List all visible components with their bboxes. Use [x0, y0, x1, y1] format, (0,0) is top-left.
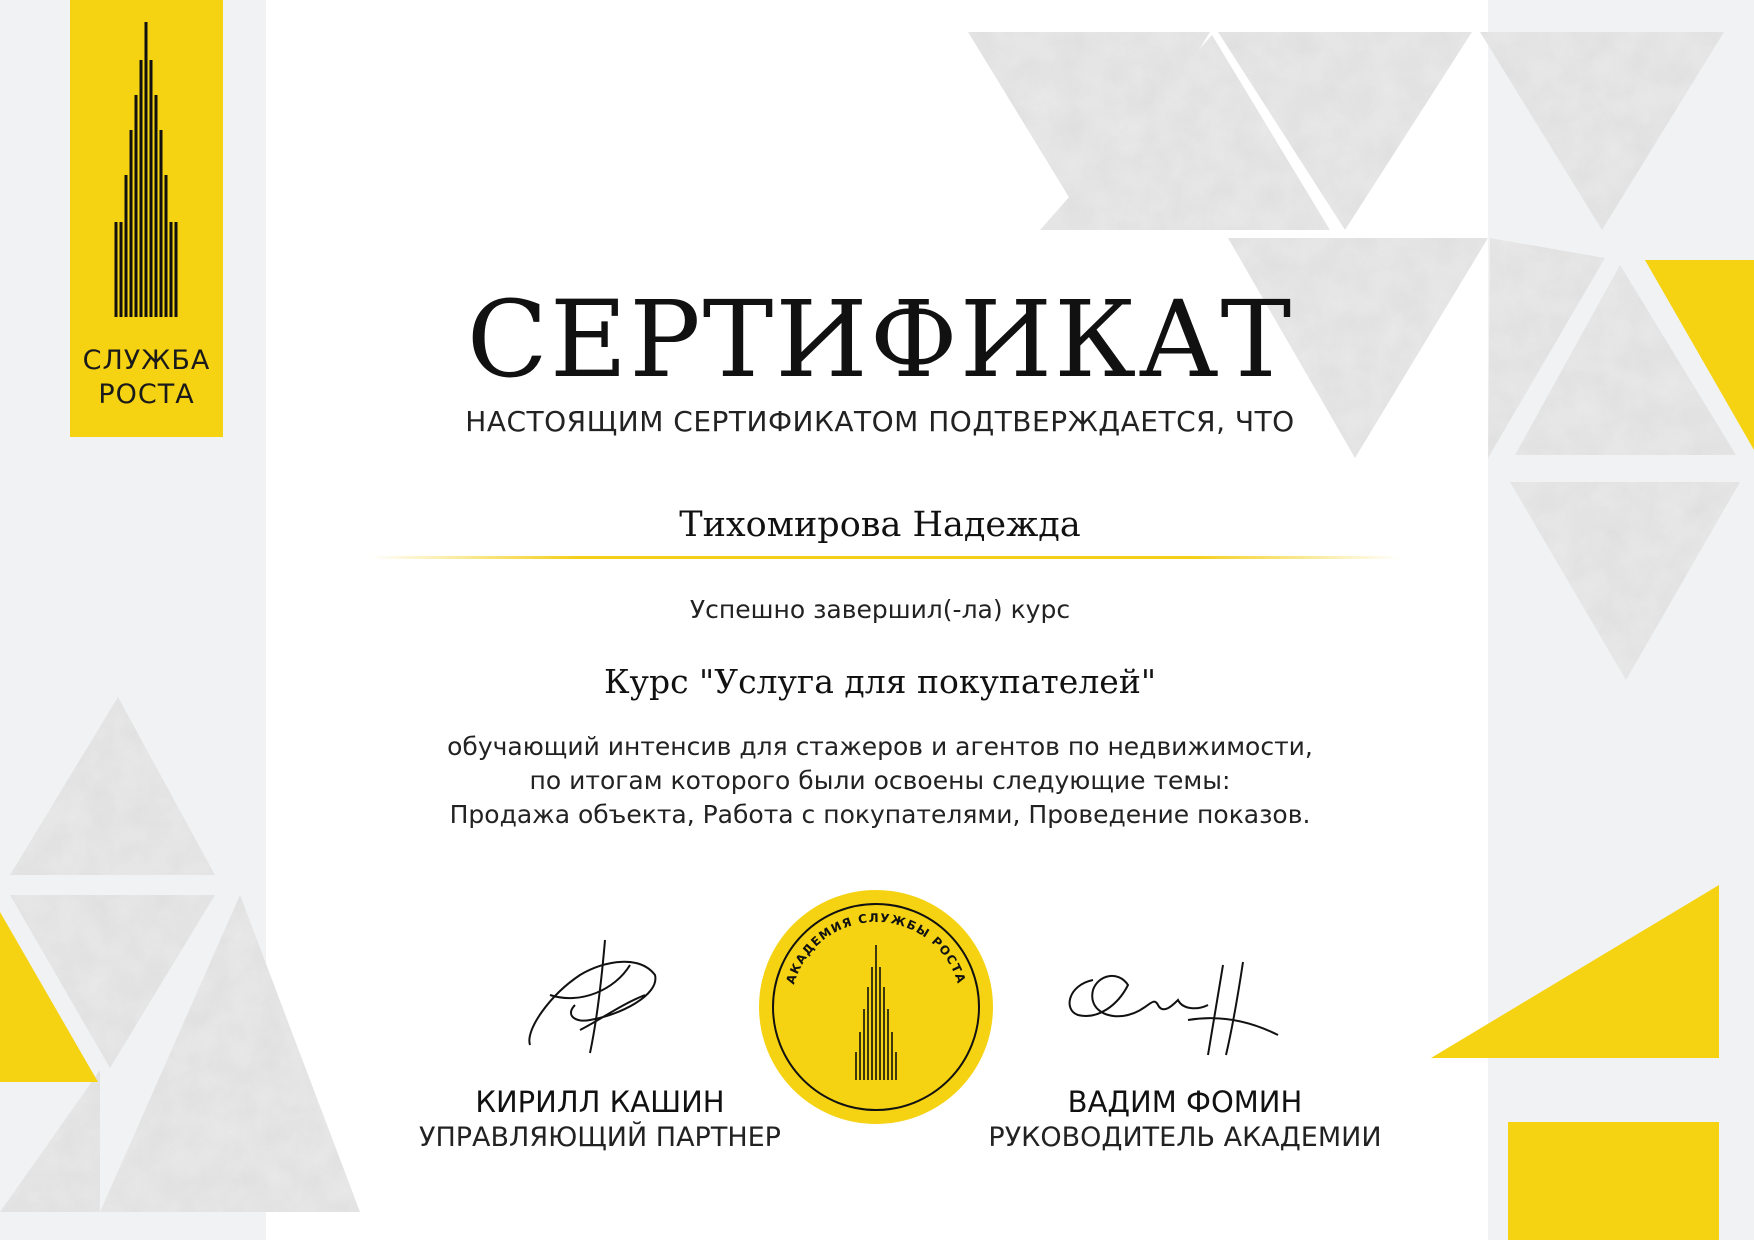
seal-text: АКАДЕМИЯ СЛУЖБЫ РОСТА	[783, 910, 969, 986]
concrete-triangle	[0, 1070, 100, 1212]
certificate-title: СЕРТИФИКАТ	[466, 278, 1294, 401]
completion-text: Успешно завершил(-ла) курс	[689, 595, 1071, 624]
signer-name-left: КИРИЛЛ КАШИН	[475, 1085, 725, 1119]
logo-text-line1: СЛУЖБА	[82, 345, 211, 376]
concrete-triangle	[1480, 32, 1724, 230]
name-underline	[370, 556, 1400, 559]
signer-name-right: ВАДИМ ФОМИН	[1067, 1085, 1303, 1119]
concrete-triangle	[10, 697, 215, 875]
signature-left	[520, 935, 670, 1055]
description-line: Продажа объекта, Работа с покупателями, Проведение показов.	[449, 800, 1311, 829]
signer-role-right: РУКОВОДИТЕЛЬ АКАДЕМИИ	[988, 1122, 1382, 1153]
course-description	[330, 730, 1430, 832]
logo-text-line2: РОСТА	[98, 379, 195, 410]
company-logo	[70, 0, 223, 437]
concrete-triangle	[1510, 482, 1740, 680]
yellow-triangle	[1431, 885, 1719, 1058]
certificate-subtitle: НАСТОЯЩИМ СЕРТИФИКАТОМ ПОДТВЕРЖДАЕТСЯ, ЧТО	[465, 405, 1295, 438]
description-line: по итогам которого были освоены следующие темы:	[529, 766, 1231, 795]
recipient-name: Тихомирова Надежда	[679, 505, 1081, 545]
description-line: обучающий интенсив для стажеров и агентов по недвижимости,	[447, 732, 1313, 761]
course-title: Курс "Услуга для покупателей"	[603, 662, 1156, 701]
signature-right	[1058, 960, 1308, 1060]
yellow-triangle	[1508, 1122, 1719, 1240]
signer-role-left: УПРАВЛЯЮЩИЙ ПАРТНЕР	[419, 1122, 781, 1153]
